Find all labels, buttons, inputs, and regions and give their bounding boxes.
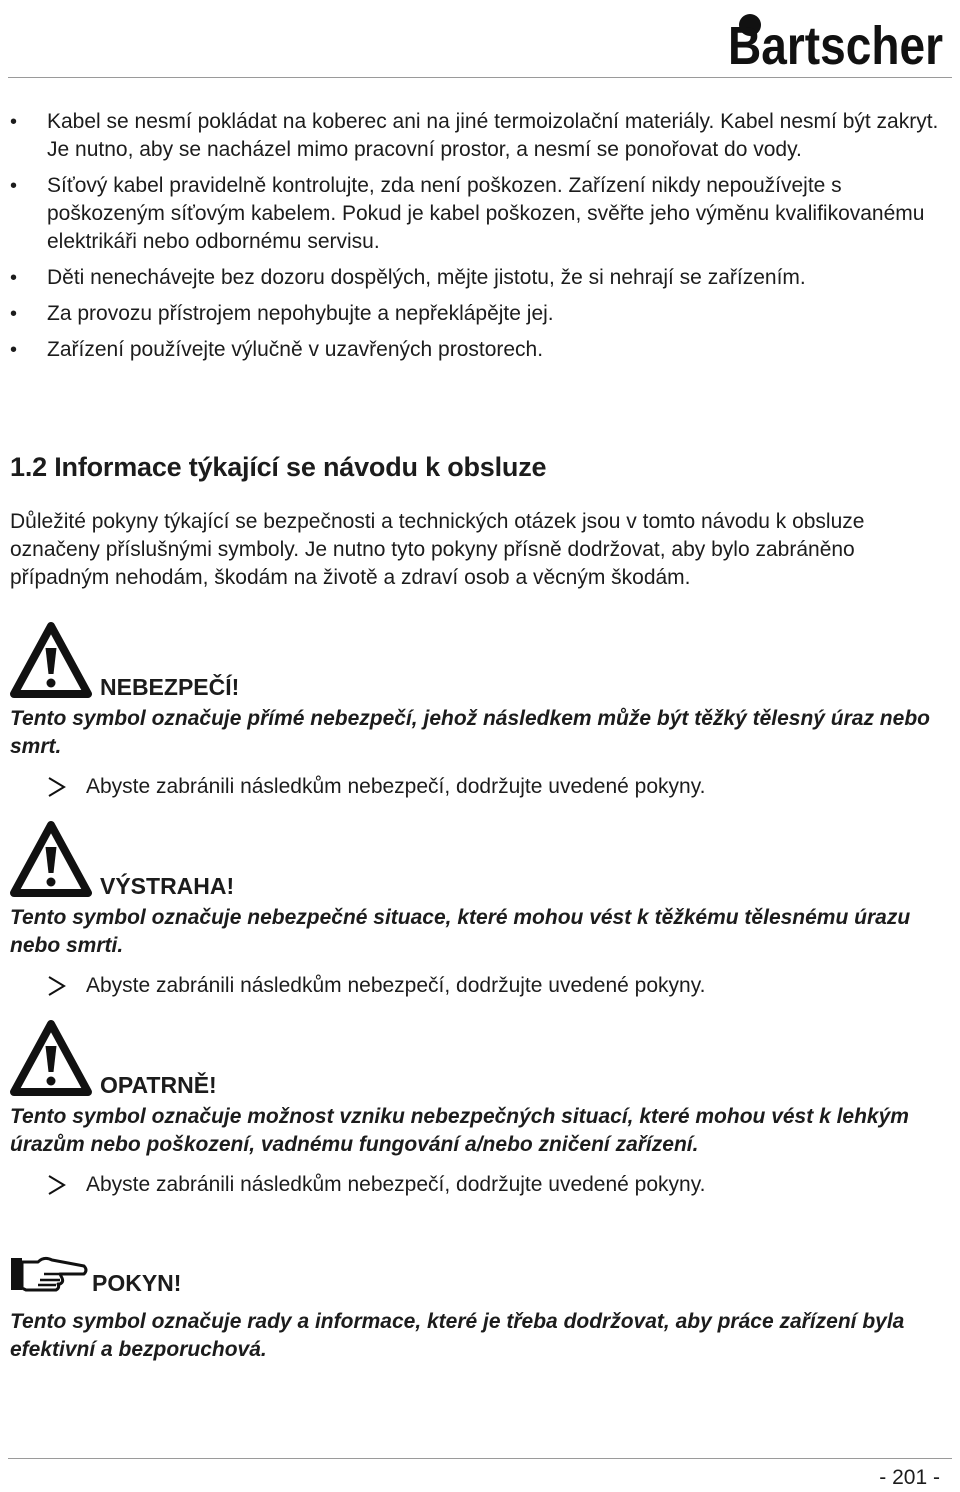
warning-label: OPATRNĚ! [100, 1072, 217, 1098]
warning-attention [10, 1018, 950, 1199]
warning-caution [10, 819, 950, 1000]
arrow-bullet-icon [46, 775, 68, 799]
list-item: • Kabel se nesmí pokládat na koberec ani na jiné termoizolační materiály. Kabel nesmí být zakryt. Je nutno, aby se nacházel mimo pracovní prostor, a nesmí se ponořovat do vody. [0, 108, 940, 164]
warning-action-text: Abyste zabránili následkům nebezpečí, dodržujte uvedené pokyny. [86, 974, 706, 997]
brand-logo [728, 6, 946, 75]
warning-triangle-icon [10, 622, 92, 698]
pointing-hand-icon [10, 1254, 88, 1294]
warning-description: Tento symbol označuje nebezpečné situace, které mohou vést k těžkému tělesnému úrazu nebo smrti. [10, 906, 911, 957]
section-intro: Důležité pokyny týkající se bezpečnosti a technických otázek jsou v tomto návodu k obsluze označeny příslušnými symboly. Je nutno tyto pokyny přísně dodržovat, aby bylo zabráněno případným nehodám, škodám na životě a zdraví osob a věcným škodám. [10, 510, 865, 589]
warning-description: Tento symbol označuje možnost vzniku nebezpečných situací, které mohou vést k lehkým úrazům nebo poškození, vadnému fungování a/nebo zničení zařízení. [10, 1105, 909, 1156]
list-item: • Děti nenechávejte bez dozoru dospělých, mějte jistotu, že si nehrají se zařízením. [0, 264, 940, 292]
warning-label: VÝSTRAHA! [100, 873, 235, 899]
arrow-bullet-icon [46, 974, 68, 998]
header-divider [8, 77, 952, 78]
warning-label: NEBEZPEČÍ! [100, 674, 240, 700]
note-label: POKYN! [92, 1270, 182, 1296]
list-item: • Síťový kabel pravidelně kontrolujte, zda není poškozen. Zařízení nikdy nepoužívejte s poškozeným síťovým kabelem. Pokud je kabel poškozen, svěřte jeho výměnu kvalifikovanému elektrikáři nebo odbornému servisu. [0, 172, 940, 256]
warning-action [10, 773, 950, 801]
warning-action [10, 1171, 950, 1199]
warning-action-text: Abyste zabránili následkům nebezpečí, dodržujte uvedené pokyny. [86, 775, 706, 798]
safety-bullet-list [0, 108, 940, 372]
list-item: • Zařízení používejte výlučně v uzavřených prostorech. [0, 336, 940, 364]
arrow-bullet-icon [46, 1173, 68, 1197]
page-number: - 201 - [879, 1466, 940, 1489]
note-description: Tento symbol označuje rady a informace, které je třeba dodržovat, aby práce zařízení byla efektivní a bezporuchová. [10, 1310, 905, 1361]
list-item: • Za provozu přístrojem nepohybujte a nepřeklápějte jej. [0, 300, 940, 328]
bartscher-logo [728, 6, 946, 76]
warning-triangle-icon [10, 821, 92, 897]
brand-name: Bartscher [728, 16, 943, 76]
warning-danger [10, 620, 950, 801]
warning-action-text: Abyste zabránili následkům nebezpečí, dodržujte uvedené pokyny. [86, 1173, 706, 1196]
warning-description: Tento symbol označuje přímé nebezpečí, jehož následkem může být těžký tělesný úraz nebo smrt. [10, 707, 930, 758]
warning-triangle-icon [10, 1020, 92, 1096]
footer-divider [8, 1458, 952, 1459]
note-block [10, 1250, 950, 1364]
section-title: 1.2 Informace týkající se návodu k obsluze [10, 452, 547, 482]
warning-action [10, 972, 950, 1000]
